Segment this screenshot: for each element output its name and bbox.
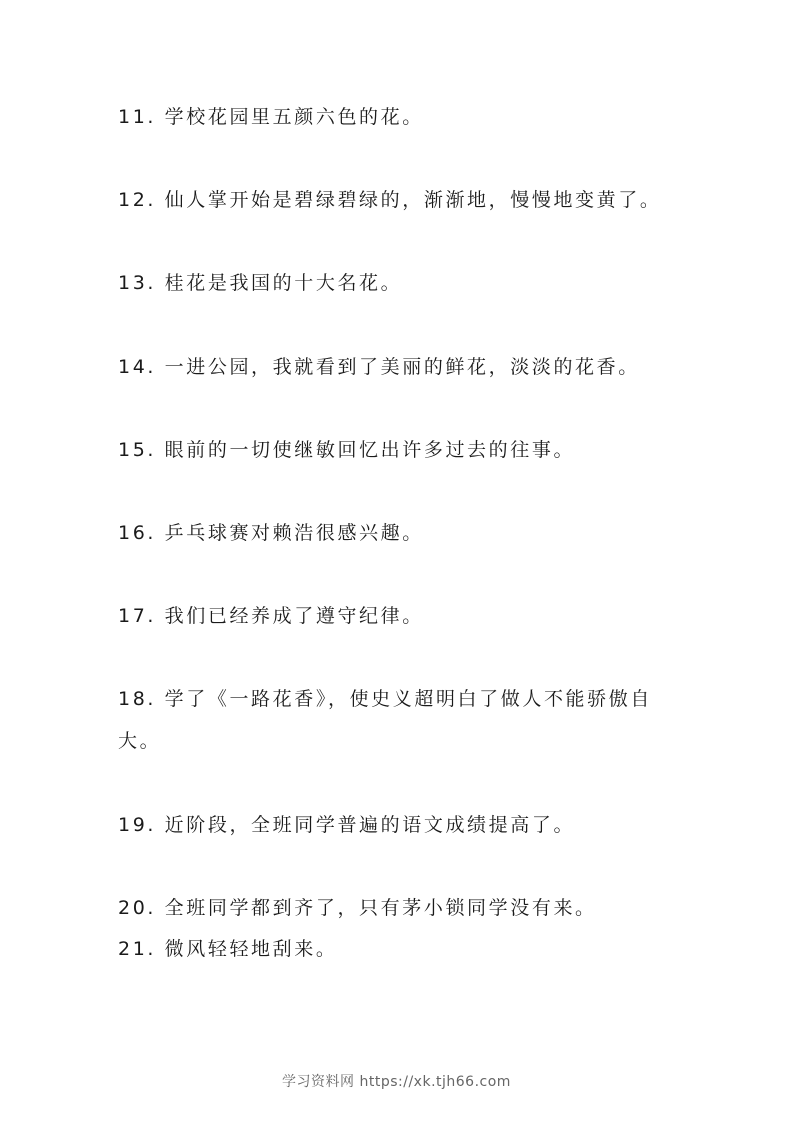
sentence-15: 15. 眼前的一切使继敏回忆出许多过去的往事。 <box>118 439 576 461</box>
sentence-19: 19. 近阶段，全班同学普遍的语文成绩提高了。 <box>118 814 576 836</box>
sentence-18: 18. 学了《一路花香》，使史义超明白了做人不能骄傲自大。 <box>118 688 652 752</box>
sentence-13: 13. 桂花是我国的十大名花。 <box>118 272 403 294</box>
sentence-20: 20. 全班同学都到齐了，只有茅小锁同学没有来。 <box>118 897 597 919</box>
footer-watermark: 学习资料网 https://xk.tjh66.com <box>282 1074 511 1090</box>
sentence-21: 21. 微风轻轻地刮来。 <box>118 938 338 960</box>
sentence-17: 17. 我们已经养成了遵守纪律。 <box>118 605 424 627</box>
sentence-16: 16. 乒乓球赛对赖浩很感兴趣。 <box>118 522 424 544</box>
sentence-11: 11. 学校花园里五颜六色的花。 <box>118 106 424 128</box>
sentence-12: 12. 仙人掌开始是碧绿碧绿的，渐渐地，慢慢地变黄了。 <box>118 189 662 211</box>
sentence-14: 14. 一进公园，我就看到了美丽的鲜花，淡淡的花香。 <box>118 356 640 378</box>
